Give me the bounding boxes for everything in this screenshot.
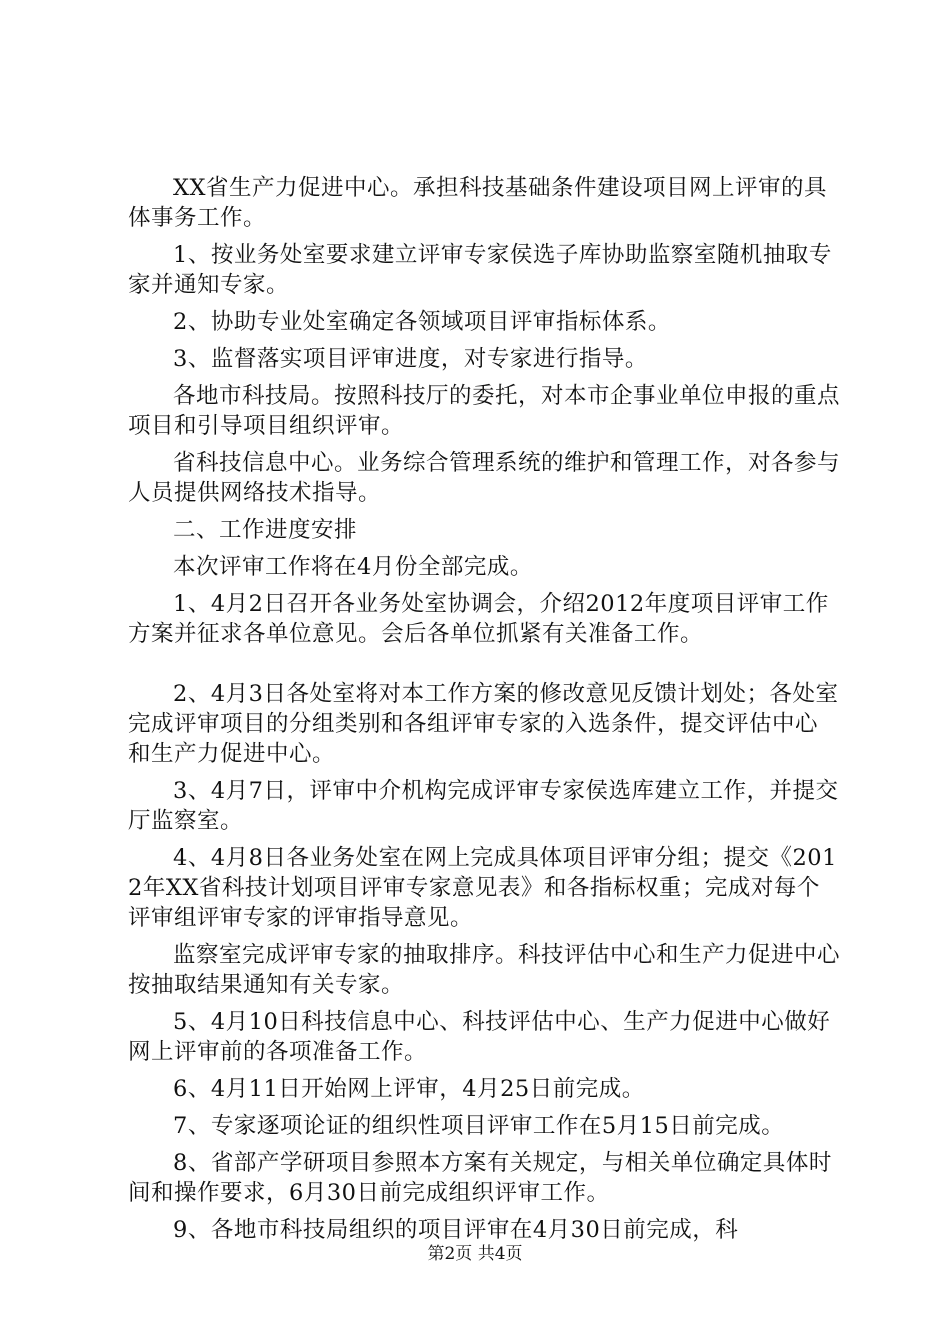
paragraph: 3、4月7日，评审中介机构完成评审专家侯选库建立工作，并提交厅监察室。 <box>128 778 839 834</box>
paragraph: 1、4月2日召开各业务处室协调会，介绍2012年度项目评审工作方案并征求各单位意见。会后各单位抓紧有关准备工作。 <box>128 591 829 647</box>
paragraph: XX省生产力促进中心。承担科技基础条件建设项目网上评审的具体事务工作。 <box>128 175 828 231</box>
paragraph: 省科技信息中心。业务综合管理系统的维护和管理工作，对各参与人员提供网络技术指导。 <box>128 450 841 506</box>
paragraph: 6、4月11日开始网上评审，4月25日前完成。 <box>173 1076 645 1102</box>
paragraph: 各地市科技局。按照科技厅的委托，对本市企事业单位申报的重点项目和引导项目组织评审。 <box>128 383 841 439</box>
paragraph: 1、按业务处室要求建立评审专家侯选子库协助监察室随机抽取专家并通知专家。 <box>128 242 832 298</box>
section-heading: 二、工作进度安排 <box>173 517 358 543</box>
paragraph: 2、协助专业处室确定各领域项目评审指标体系。 <box>173 309 671 335</box>
paragraph: 5、4月10日科技信息中心、科技评估中心、生产力促进中心做好网上评审前的各项准备工作。 <box>128 1009 831 1065</box>
paragraph: 8、省部产学研项目参照本方案有关规定，与相关单位确定具体时间和操作要求，6月30日前完成组织评审工作。 <box>128 1150 832 1206</box>
paragraph: 监察室完成评审专家的抽取排序。科技评估中心和生产力促进中心按抽取结果通知有关专家。 <box>128 942 841 998</box>
paragraph: 7、专家逐项论证的组织性项目评审工作在5月15日前完成。 <box>173 1113 785 1139</box>
paragraph: 9、各地市科技局组织的项目评审在4月30日前完成，科 <box>173 1217 739 1243</box>
document-body <box>128 173 840 1252</box>
paragraph: 本次评审工作将在4月份全部完成。 <box>173 554 533 580</box>
paragraph: 4、4月8日各业务处室在网上完成具体项目评审分组；提交《2012年XX省科技计划项目评审专家意见表》和各指标权重；完成对每个评审组评审专家的评审指导意见。 <box>128 845 837 931</box>
page-number-footer: 第2页 共4页 <box>427 1244 523 1264</box>
paragraph: 2、4月3日各处室将对本工作方案的修改意见反馈计划处；各处室完成评审项目的分组类别和各组评审专家的入选条件，提交评估中心和生产力促进中心。 <box>128 681 839 767</box>
paragraph: 3、监督落实项目评审进度，对专家进行指导。 <box>173 346 648 372</box>
